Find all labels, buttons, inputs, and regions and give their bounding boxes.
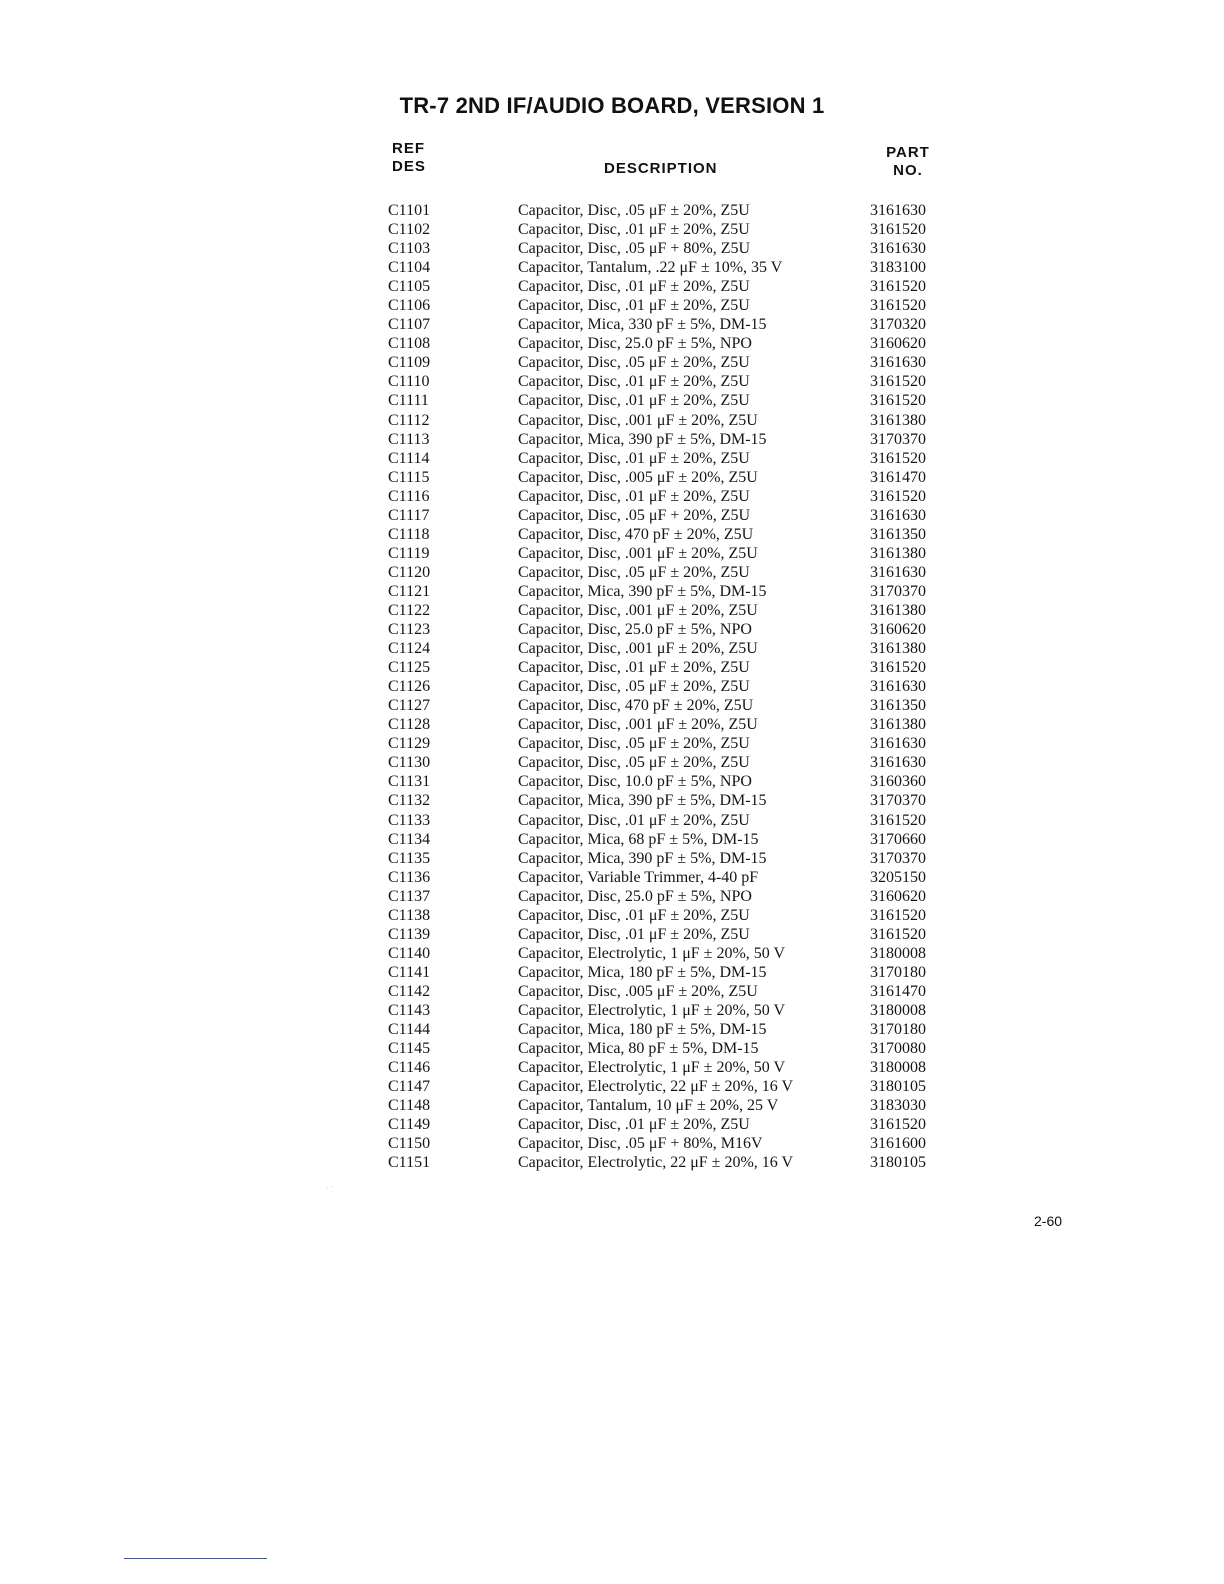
description-cell: Capacitor, Disc, .005 μF ± 20%, Z5U [518,468,758,486]
description-cell: Capacitor, Mica, 180 pF ± 5%, DM-15 [518,963,767,981]
table-row [370,715,970,734]
part-number-cell: 3183030 [870,1097,926,1115]
part-number-cell: 3161520 [870,221,926,239]
part-number-cell: 3161520 [870,925,926,943]
part-number-cell: 3161630 [870,735,926,753]
part-number-cell: 3170370 [870,582,926,600]
part-number-cell: 3161380 [870,640,926,658]
ref-des-cell: C1111 [388,392,429,410]
part-number-cell: 3170660 [870,830,926,848]
table-row [370,391,970,410]
description-cell: Capacitor, Disc, 25.0 pF ± 5%, NPO [518,335,752,353]
part-number-cell: 3161630 [870,354,926,372]
ref-des-cell: C1149 [388,1116,431,1134]
description-cell: Capacitor, Disc, .01 μF ± 20%, Z5U [518,1116,750,1134]
description-cell: Capacitor, Disc, 25.0 pF ± 5%, NPO [518,621,752,639]
table-row [370,1039,970,1058]
ref-des-cell: C1151 [388,1154,431,1172]
description-cell: Capacitor, Mica, 390 pF ± 5%, DM-15 [518,849,767,867]
description-cell: Capacitor, Mica, 330 pF ± 5%, DM-15 [518,316,767,334]
ref-des-cell: C1119 [388,544,430,562]
ref-des-cell: C1108 [388,335,431,353]
description-cell: Capacitor, Disc, 25.0 pF ± 5%, NPO [518,887,752,905]
ref-des-cell: C1127 [388,697,431,715]
table-row [370,1153,970,1172]
description-cell: Capacitor, Electrolytic, 1 μF ± 20%, 50 V [518,944,786,962]
part-number-cell: 3161520 [870,659,926,677]
ref-des-cell: C1102 [388,221,431,239]
ref-des-cell: C1148 [388,1097,431,1115]
description-cell: Capacitor, Mica, 390 pF ± 5%, DM-15 [518,430,767,448]
page-title: TR-7 2ND IF/AUDIO BOARD, VERSION 1 [399,93,825,118]
description-cell: Capacitor, Disc, 470 pF ± 20%, Z5U [518,697,754,715]
ref-des-cell: C1104 [388,259,431,277]
description-cell: Capacitor, Disc, .01 μF ± 20%, Z5U [518,811,750,829]
part-number-cell: 3180105 [870,1154,926,1172]
ref-des-cell: C1137 [388,887,431,905]
ref-des-cell: C1112 [388,411,430,429]
ref-header-line1: REF [392,140,425,157]
part-number-cell: 3161380 [870,544,926,562]
part-number-cell: 3161350 [870,525,926,543]
ref-des-cell: C1117 [388,506,430,524]
part-header-line2: NO. [893,162,923,179]
description-cell: Capacitor, Mica, 390 pF ± 5%, DM-15 [518,582,767,600]
part-number-cell: 3161520 [870,487,926,505]
part-number-cell: 3170370 [870,430,926,448]
description-cell: Capacitor, Disc, .001 μF ± 20%, Z5U [518,640,758,658]
table-row [370,411,970,430]
table-row [370,468,970,487]
part-number-cell: 3170180 [870,1021,926,1039]
part-number-cell: 3170180 [870,963,926,981]
table-row [370,220,970,239]
ref-des-cell: C1132 [388,792,431,810]
description-cell: Capacitor, Electrolytic, 22 μF ± 20%, 16 V [518,1154,794,1172]
table-row [370,1115,970,1134]
ref-des-cell: C1120 [388,563,431,581]
description-cell: Capacitor, Disc, 470 pF ± 20%, Z5U [518,525,754,543]
ref-des-header [392,140,426,176]
part-number-cell: 3161350 [870,697,926,715]
table-row [370,677,970,696]
description-cell: Capacitor, Disc, .05 μF ± 20%, Z5U [518,754,750,772]
description-cell: Capacitor, Disc, .001 μF ± 20%, Z5U [518,601,758,619]
ref-des-cell: C1143 [388,1001,431,1019]
description-cell: Capacitor, Variable Trimmer, 4-40 pF [518,868,759,886]
part-number-cell: 3161520 [870,906,926,924]
part-number-cell: 3161470 [870,468,926,486]
description-cell: Capacitor, Disc, .01 μF ± 20%, Z5U [518,487,750,505]
scan-specks: · ˙ [326,1186,333,1193]
ref-des-cell: C1133 [388,811,431,829]
ref-des-cell: C1130 [388,754,431,772]
part-number-cell: 3161520 [870,297,926,315]
part-number-cell: 3161520 [870,392,926,410]
table-row [370,296,970,315]
part-number-cell: 3161600 [870,1135,926,1153]
part-number-cell: 3161520 [870,811,926,829]
part-number-cell: 3161380 [870,411,926,429]
table-row [370,887,970,906]
part-number-cell: 3161630 [870,240,926,258]
ref-des-cell: C1114 [388,449,430,467]
table-row [370,449,970,468]
table-row [370,334,970,353]
description-cell: Capacitor, Mica, 390 pF ± 5%, DM-15 [518,792,767,810]
table-row [370,430,970,449]
part-number-cell: 3180008 [870,1001,926,1019]
table-row [370,906,970,925]
part-number-cell: 3183100 [870,259,926,277]
part-number-cell: 3180008 [870,1059,926,1077]
ref-des-cell: C1121 [388,582,431,600]
description-cell: Capacitor, Disc, .01 μF ± 20%, Z5U [518,373,750,391]
ref-des-cell: C1105 [388,278,431,296]
part-number-cell: 3161630 [870,506,926,524]
table-row [370,277,970,296]
table-row [370,830,970,849]
description-cell: Capacitor, Disc, .001 μF ± 20%, Z5U [518,411,758,429]
part-number-cell: 3160360 [870,773,926,791]
table-row [370,620,970,639]
ref-des-cell: C1150 [388,1135,431,1153]
description-cell: Capacitor, Disc, .05 μF ± 20%, Z5U [518,563,750,581]
part-no-header [880,144,936,180]
description-cell: Capacitor, Disc, .05 μF + 80%, M16V [518,1135,763,1153]
ref-des-cell: C1123 [388,621,431,639]
part-number-cell: 3161630 [870,202,926,219]
ref-des-cell: C1126 [388,678,431,696]
ref-des-cell: C1140 [388,944,431,962]
table-row [370,868,970,887]
ref-header-line2: DES [392,158,426,175]
page-number: 2-60 [1034,1213,1063,1229]
table-row [370,487,970,506]
ref-des-cell: C1144 [388,1021,431,1039]
description-cell: Capacitor, Disc, .01 μF ± 20%, Z5U [518,906,750,924]
part-number-cell: 3161520 [870,449,926,467]
table-row [370,1058,970,1077]
part-number-cell: 3170370 [870,849,926,867]
description-cell: Capacitor, Disc, .01 μF ± 20%, Z5U [518,221,750,239]
description-cell: Capacitor, Disc, .01 μF ± 20%, Z5U [518,925,750,943]
part-number-cell: 3161520 [870,278,926,296]
table-row [370,372,970,391]
part-number-cell: 3170320 [870,316,926,334]
part-number-cell: 3161630 [870,754,926,772]
part-number-cell: 3180008 [870,944,926,962]
table-row [370,258,970,277]
description-cell: Capacitor, Tantalum, .22 μF ± 10%, 35 V [518,259,783,277]
table-row [370,544,970,563]
part-number-cell: 3160620 [870,887,926,905]
ref-des-cell: C1124 [388,640,431,658]
part-number-cell: 3160620 [870,621,926,639]
table-row [370,849,970,868]
description-cell: Capacitor, Disc, .05 μF ± 20%, Z5U [518,354,750,372]
table-row [370,772,970,791]
parts-list [370,201,970,1172]
table-row [370,753,970,772]
ref-des-cell: C1139 [388,925,431,943]
part-header-line1: PART [886,144,930,161]
description-cell: Capacitor, Disc, 10.0 pF ± 5%, NPO [518,773,752,791]
description-cell: Capacitor, Mica, 180 pF ± 5%, DM-15 [518,1021,767,1039]
ref-des-cell: C1142 [388,982,431,1000]
table-row [370,811,970,830]
table-row [370,696,970,715]
description-cell: Capacitor, Disc, .05 μF + 80%, Z5U [518,240,751,258]
description-cell: Capacitor, Disc, .005 μF ± 20%, Z5U [518,982,758,1000]
ref-des-cell: C1115 [388,468,430,486]
ref-des-cell: C1113 [388,430,430,448]
ref-des-cell: C1128 [388,716,431,734]
table-row [370,1096,970,1115]
ref-des-cell: C1141 [388,963,431,981]
part-number-cell: 3161520 [870,1116,926,1134]
table-row [370,563,970,582]
description-cell: Capacitor, Disc, .01 μF ± 20%, Z5U [518,392,750,410]
ref-des-cell: C1110 [388,373,430,391]
part-number-cell: 3170080 [870,1040,926,1058]
ref-des-cell: C1146 [388,1059,431,1077]
table-row [370,925,970,944]
table-row [370,944,970,963]
ref-des-cell: C1122 [388,601,431,619]
description-cell: Capacitor, Disc, .01 μF ± 20%, Z5U [518,659,750,677]
ref-des-cell: C1136 [388,868,431,886]
ref-des-cell: C1103 [388,240,431,258]
description-cell: Capacitor, Disc, .05 μF ± 20%, Z5U [518,678,750,696]
table-row [370,963,970,982]
ref-des-cell: C1134 [388,830,431,848]
table-row [370,601,970,620]
description-cell: Capacitor, Disc, .001 μF ± 20%, Z5U [518,544,758,562]
table-row [370,353,970,372]
table-row [370,658,970,677]
description-header: DESCRIPTION [604,160,718,177]
ref-des-cell: C1147 [388,1078,431,1096]
description-cell: Capacitor, Disc, .05 μF + 20%, Z5U [518,506,751,524]
table-row [370,1020,970,1039]
description-cell: Capacitor, Tantalum, 10 μF ± 20%, 25 V [518,1097,779,1115]
part-number-cell: 3180105 [870,1078,926,1096]
description-cell: Capacitor, Electrolytic, 1 μF ± 20%, 50 V [518,1001,786,1019]
table-row [370,239,970,258]
part-number-cell: 3161630 [870,678,926,696]
table-row [370,982,970,1001]
ref-des-cell: C1135 [388,849,431,867]
description-cell: Capacitor, Mica, 68 pF ± 5%, DM-15 [518,830,759,848]
ref-des-cell: C1129 [388,735,431,753]
description-cell: Capacitor, Electrolytic, 1 μF ± 20%, 50 V [518,1059,786,1077]
table-row [370,1134,970,1153]
ref-des-cell: C1107 [388,316,431,334]
table-row [370,639,970,658]
table-row [370,315,970,334]
ref-des-cell: C1138 [388,906,431,924]
description-cell: Capacitor, Disc, .05 μF ± 20%, Z5U [518,202,750,219]
description-cell: Capacitor, Electrolytic, 22 μF ± 20%, 16 V [518,1078,794,1096]
ref-des-cell: C1106 [388,297,431,315]
description-cell: Capacitor, Disc, .01 μF ± 20%, Z5U [518,278,750,296]
description-cell: Capacitor, Disc, .05 μF ± 20%, Z5U [518,735,750,753]
table-row [370,1077,970,1096]
ref-des-cell: C1109 [388,354,431,372]
description-cell: Capacitor, Disc, .01 μF ± 20%, Z5U [518,449,750,467]
description-cell: Capacitor, Disc, .001 μF ± 20%, Z5U [518,716,758,734]
ref-des-cell: C1125 [388,659,431,677]
table-row [370,734,970,753]
table-row [370,791,970,810]
table-row [370,582,970,601]
table-row [370,525,970,544]
part-number-cell: 3170370 [870,792,926,810]
table-row [370,201,970,220]
description-cell: Capacitor, Mica, 80 pF ± 5%, DM-15 [518,1040,759,1058]
part-number-cell: 3205150 [870,868,926,886]
table-row [370,1001,970,1020]
part-number-cell: 3161630 [870,563,926,581]
part-number-cell: 3161470 [870,982,926,1000]
part-number-cell: 3160620 [870,335,926,353]
part-number-cell: 3161380 [870,601,926,619]
table-row [370,506,970,525]
ref-des-cell: C1116 [388,487,430,505]
ref-des-cell: C1131 [388,773,431,791]
part-number-cell: 3161380 [870,716,926,734]
description-cell: Capacitor, Disc, .01 μF ± 20%, Z5U [518,297,750,315]
part-number-cell: 3161520 [870,373,926,391]
ref-des-cell: C1101 [388,202,431,219]
ref-des-cell: C1118 [388,525,430,543]
footnote-rule [124,1558,267,1559]
ref-des-cell: C1145 [388,1040,431,1058]
